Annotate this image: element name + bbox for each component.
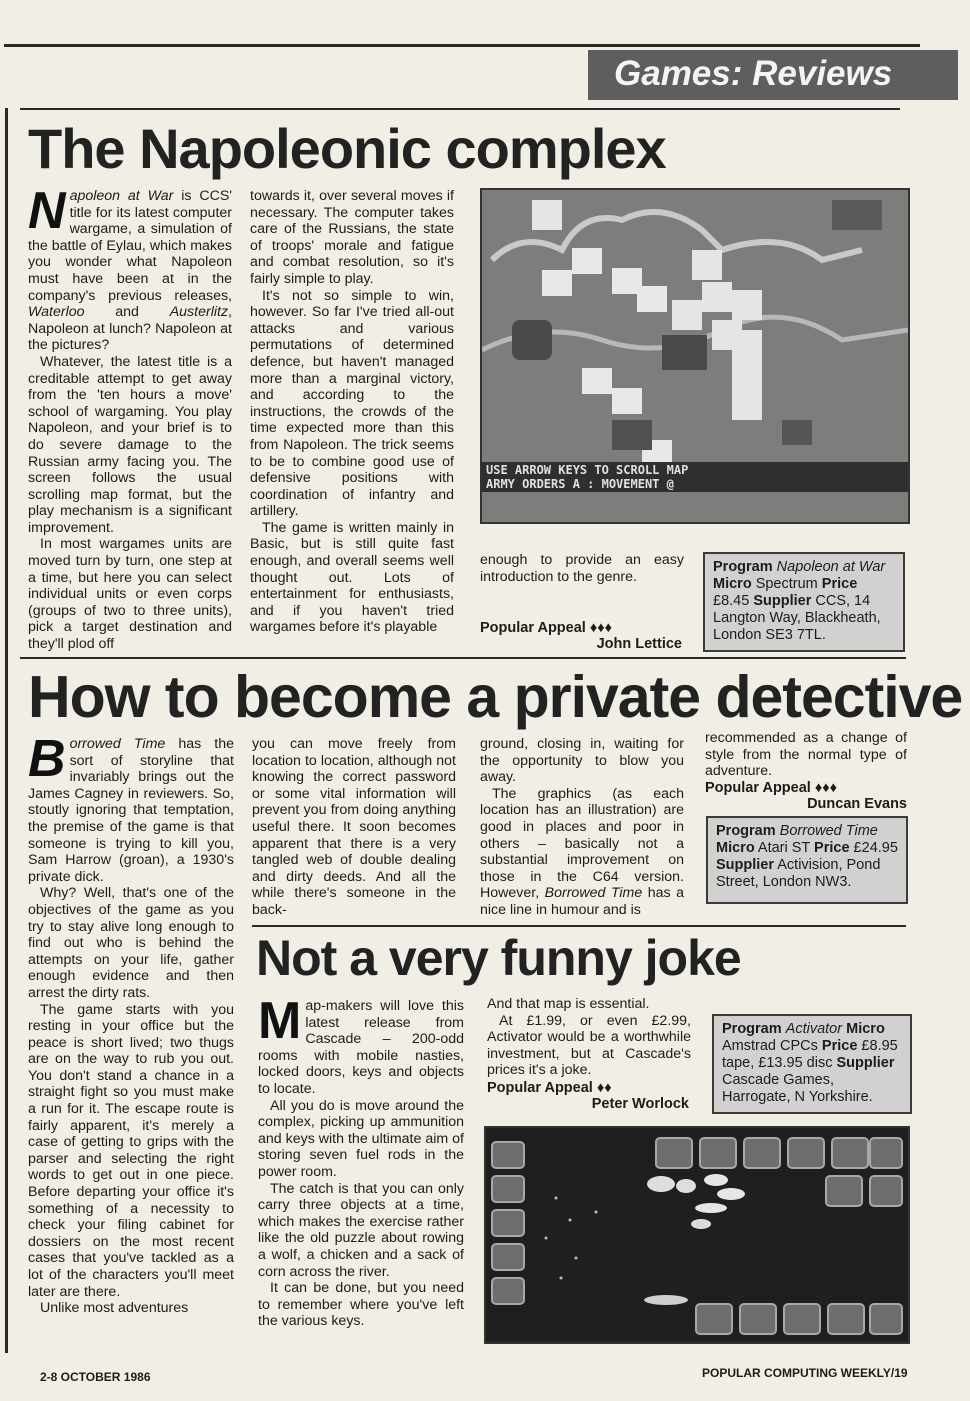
- byline-john-lettice: John Lettice: [596, 636, 682, 652]
- appeal-label: Popular Appeal: [487, 1080, 593, 1096]
- drop-cap-b: B: [28, 730, 66, 788]
- info-box-activator: Program Activator Micro Amstrad CPCs Price £8.95 tape, £13.95 disc Supplier Cascade Games, Harrogate, N Yorkshire.: [712, 1014, 912, 1114]
- headline-private-detective: How to become a private detective: [28, 664, 963, 730]
- paragraph: you can move freely from location to location, although not knowing the correct password or some vital information will prevent you from doing anything useful there. It soon becomes apparent that there is a very tangled web of double dealing and dirty deeds. And all the while there's someone in the back-: [252, 736, 456, 918]
- paragraph: The game starts with you resting in your office but the peace is short lived; two thugs are on the way to rub you out. You don't stand a chance in a straight fight so you must make a run for it. The escape route is fairly apparent, it's merely a case of getting to grips with the parser and selecting the right words to get out in one piece. Before departing your office it's something of a necessity to check your filing cabinet for dossiers on the most recent cases that you've tackled as a lot of the characters you'll meet later are there.: [28, 1001, 234, 1300]
- left-margin-bar: [5, 108, 8, 1353]
- popular-appeal-3: [487, 1080, 612, 1096]
- paragraph: enough to provide an easy introduction to the genre.: [480, 552, 684, 585]
- paragraph: And that map is essential.: [487, 996, 650, 1012]
- paragraph: ap-makers will love this latest release from Cascade – 200-odd rooms with mobile nasties, locked doors, keys and objects to locate.: [258, 998, 464, 1097]
- activator-game-image: [486, 1128, 908, 1342]
- headline-funny-joke: Not a very funny joke: [256, 930, 741, 986]
- screen-text-line2: ARMY ORDERS A : MOVEMENT @: [486, 477, 674, 491]
- article2-col2: [252, 736, 456, 919]
- footer-date: 2-8 OCTOBER 1986: [40, 1370, 151, 1384]
- byline-duncan-evans: Duncan Evans: [807, 796, 907, 812]
- appeal-rating-icon: ♦♦: [596, 1080, 612, 1096]
- paragraph: All you do is move around the complex, picking up ammunition and keys with the ultimate aim of storing seven fuel rods in the power room.: [258, 1097, 464, 1180]
- drop-cap-n: N: [28, 182, 66, 240]
- article1-col2: [250, 188, 454, 636]
- paragraph: ground, closing in, waiting for the opportunity to blow you away.: [480, 736, 684, 786]
- article-rule-2: [20, 657, 906, 659]
- article-rule-3: [252, 925, 906, 927]
- article1-col1: [28, 182, 232, 653]
- appeal-label: Popular Appeal: [480, 620, 586, 636]
- paragraph: At £1.99, or even £2.99, Activator would be a worthwhile investment, but at Cascade's prices it's a joke.: [487, 1012, 691, 1079]
- drop-cap-m: M: [258, 992, 302, 1050]
- appeal-rating-icon: ♦♦♦: [814, 780, 838, 796]
- article3-col2: [487, 996, 691, 1079]
- info-box-napoleon: Program Napoleon at War Micro Spectrum Price £8.45 Supplier CCS, 14 Langton Way, Blackheath, London SE3 7TL.: [703, 552, 905, 652]
- byline-peter-worlock: Peter Worlock: [591, 1096, 689, 1112]
- paragraph: Why? Well, that's one of the objectives of the game as you try to stay alive long enough to find out who is behind the attempts on your life, gather enough evidence and then arrest the dirty rats.: [28, 885, 234, 1001]
- napoleon-screenshot: [480, 188, 910, 524]
- article-rule-top: [20, 108, 900, 110]
- article3-col1: [258, 992, 464, 1330]
- paragraph: The catch is that you can only carry three objects at a time, which makes the exercise rather like the old puzzle about rowing a wolf, a chicken and a sack of corn across the river.: [258, 1180, 464, 1280]
- paragraph: In most wargames units are moved turn by turn, one step at a time, but here you can select individual units or even corps (groups of two to three units), pick a target destination and they'll plod off: [28, 536, 232, 653]
- info-box-borrowed-time: Program Borrowed Time Micro Atari ST Price £24.95 Supplier Activision, Pond Street, London NW3.: [706, 816, 908, 904]
- article2-col4: [705, 730, 907, 780]
- popular-appeal-1: [480, 620, 612, 636]
- popular-appeal-2: [705, 780, 837, 796]
- paragraph: towards it, over several moves if necessary. The computer takes care of the Russians, the state of troops' morale and fatigue and combat resolution, so it's fairly simple to play.: [250, 188, 454, 287]
- paragraph: recommended as a change of style from the normal type of adventure.: [705, 730, 907, 780]
- paragraph: Whatever, the latest title is a creditable attempt to get away from the 'ten hours a move' school of wargaming. You play Napoleon, and your brief is to do severe damage to the Russian army facing you. The screen follows the usual scrolling map format, but the play mechanism is a significant improvement.: [28, 353, 232, 536]
- paragraph: It can be done, but you need to remember where you've left the various keys.: [258, 1280, 464, 1330]
- top-rule: [4, 44, 920, 47]
- activator-screenshot: [484, 1126, 910, 1344]
- appeal-label: Popular Appeal: [705, 780, 811, 796]
- screen-text-line1: USE ARROW KEYS TO SCROLL MAP: [486, 463, 689, 477]
- section-title: Games: Reviews: [614, 54, 893, 93]
- paragraph: The game is written mainly in Basic, but is still quite fast enough, and overall seems well thought out. Lots of entertainment for enthusiasts, and if you haven't tried wargames before it's playable: [250, 519, 454, 636]
- paragraph: orrowed Time has the sort of storyline that invariably brings out the James Cagney in reviewers. So, stoutly ignoring that temptation, the premise of the game is that someone is trying to kill you, Sam Harrow (groan), a 1930's private dick.: [28, 736, 234, 885]
- paragraph: Unlike most adventures: [40, 1300, 189, 1317]
- battle-map-image: [482, 190, 908, 522]
- headline-napoleonic: The Napoleonic complex: [28, 117, 666, 180]
- footer-page: POPULAR COMPUTING WEEKLY/19: [702, 1366, 908, 1380]
- appeal-rating-icon: ♦♦♦: [589, 620, 613, 636]
- article1-col3: [480, 552, 684, 585]
- article2-col1: [28, 730, 234, 1317]
- paragraph: It's not so simple to win, however. So far I've tried all-out attacks and various permutations of determined defence, but haven't managed more than a marginal victory, and according to the instructions, the crowds of the time expected more than this from Napoleon. The trick seems to be to combine good use of defensive positions with coordination of infantry and artillery.: [250, 287, 454, 520]
- paragraph: apoleon at War is CCS' title for its latest computer wargame, a simulation of the battle of Eylau, which makes you wonder what Napoleon must have been at in the company's previous releases, Waterloo and Austerlitz, Napoleon at lunch? Napoleon at the pictures?: [28, 188, 232, 354]
- article2-col3: [480, 736, 684, 919]
- paragraph: The graphics (as each location has an illustration) are good in places and poor in others – basically not a substantial improvement on those in the C64 version. However, Borrowed Time has a nice line in humour and is: [480, 785, 684, 918]
